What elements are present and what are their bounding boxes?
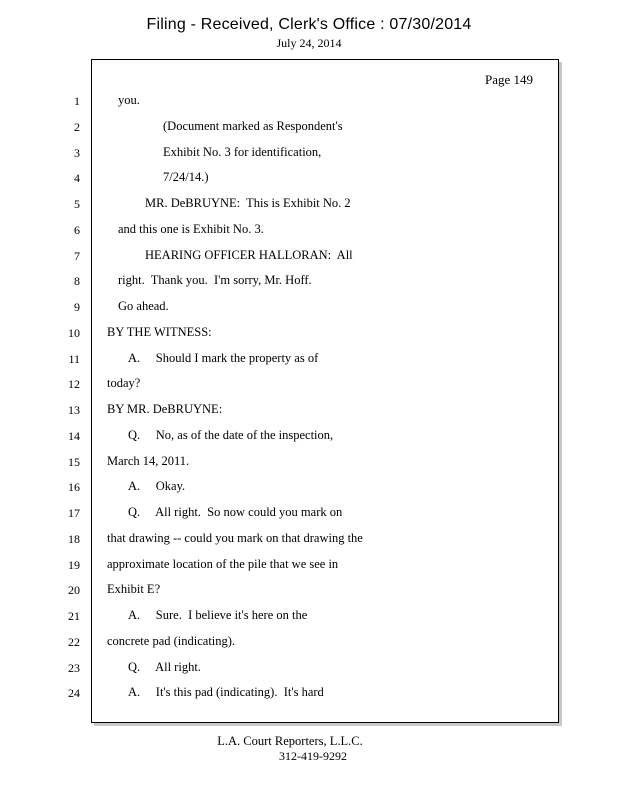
transcript-line: BY MR. DeBRUYNE: bbox=[107, 402, 223, 416]
line-number: 1 bbox=[74, 94, 80, 108]
transcript-line: (Document marked as Respondent's bbox=[163, 118, 343, 133]
line-number: 3 bbox=[74, 145, 80, 160]
line-number: 11 bbox=[68, 351, 80, 366]
court-reporter-name: L.A. Court Reporters, L.L.C. bbox=[217, 734, 363, 748]
line-number: 14 bbox=[68, 428, 80, 443]
court-reporter-phone: 312-419-9292 bbox=[279, 749, 347, 763]
transcript-line: Q. No, as of the date of the inspection, bbox=[128, 427, 334, 442]
line-number: 19 bbox=[68, 557, 80, 572]
line-number: 16 bbox=[68, 480, 80, 495]
transcript-line: Exhibit E? bbox=[107, 582, 161, 597]
transcript-date: July 24, 2014 bbox=[276, 36, 342, 50]
filing-stamp: Filing - Received, Clerk's Office : 07/30/2014 bbox=[146, 16, 472, 33]
transcript-line: MR. DeBRUYNE: This is Exhibit No. 2 bbox=[145, 196, 351, 210]
line-number: 2 bbox=[74, 119, 80, 134]
transcript-line: 7/24/14.) bbox=[163, 170, 209, 185]
line-number: 9 bbox=[74, 300, 80, 314]
transcript-line: that drawing -- could you mark on that drawing the bbox=[107, 530, 363, 545]
line-number: 6 bbox=[74, 222, 80, 237]
line-number: 17 bbox=[68, 506, 80, 520]
line-number: 23 bbox=[68, 660, 80, 675]
transcript-line: you. bbox=[118, 93, 140, 107]
line-number: 7 bbox=[74, 248, 80, 263]
transcript-line: concrete pad (indicating). bbox=[107, 633, 236, 648]
line-number: 18 bbox=[68, 531, 80, 546]
line-number: 20 bbox=[68, 583, 80, 598]
transcript-line: approximate location of the pile that we see in bbox=[107, 556, 339, 571]
line-number: 22 bbox=[68, 634, 80, 649]
line-number: 8 bbox=[74, 274, 80, 289]
transcript-line: A. Sure. I believe it's here on the bbox=[128, 608, 308, 622]
transcript-line: right. Thank you. I'm sorry, Mr. Hoff. bbox=[118, 273, 312, 288]
transcript-line: HEARING OFFICER HALLORAN: All bbox=[145, 247, 353, 262]
transcript-line: and this one is Exhibit No. 3. bbox=[118, 221, 264, 236]
transcript-line: Go ahead. bbox=[118, 299, 169, 313]
page-number: Page 149 bbox=[484, 72, 533, 87]
line-number: 13 bbox=[68, 403, 80, 417]
line-number: 4 bbox=[74, 171, 80, 186]
transcript-line: Q. All right. So now could you mark on bbox=[128, 505, 343, 519]
transcript-line: today? bbox=[107, 376, 141, 391]
transcript-line: Q. All right. bbox=[128, 659, 201, 674]
transcript-line: A. It's this pad (indicating). It's hard bbox=[128, 685, 324, 700]
transcript-page bbox=[91, 59, 559, 723]
transcript-line: Exhibit No. 3 for identification, bbox=[163, 144, 322, 159]
line-number: 10 bbox=[68, 325, 80, 340]
transcript-line: A. Okay. bbox=[128, 479, 186, 494]
transcript-line: A. Should I mark the property as of bbox=[128, 350, 319, 365]
line-number: 12 bbox=[68, 377, 80, 392]
transcript-line: BY THE WITNESS: bbox=[107, 324, 212, 339]
line-number: 5 bbox=[74, 197, 80, 211]
line-number: 24 bbox=[68, 686, 80, 701]
line-number: 15 bbox=[68, 454, 80, 469]
line-number: 21 bbox=[68, 609, 80, 623]
transcript-line: March 14, 2011. bbox=[107, 453, 190, 468]
